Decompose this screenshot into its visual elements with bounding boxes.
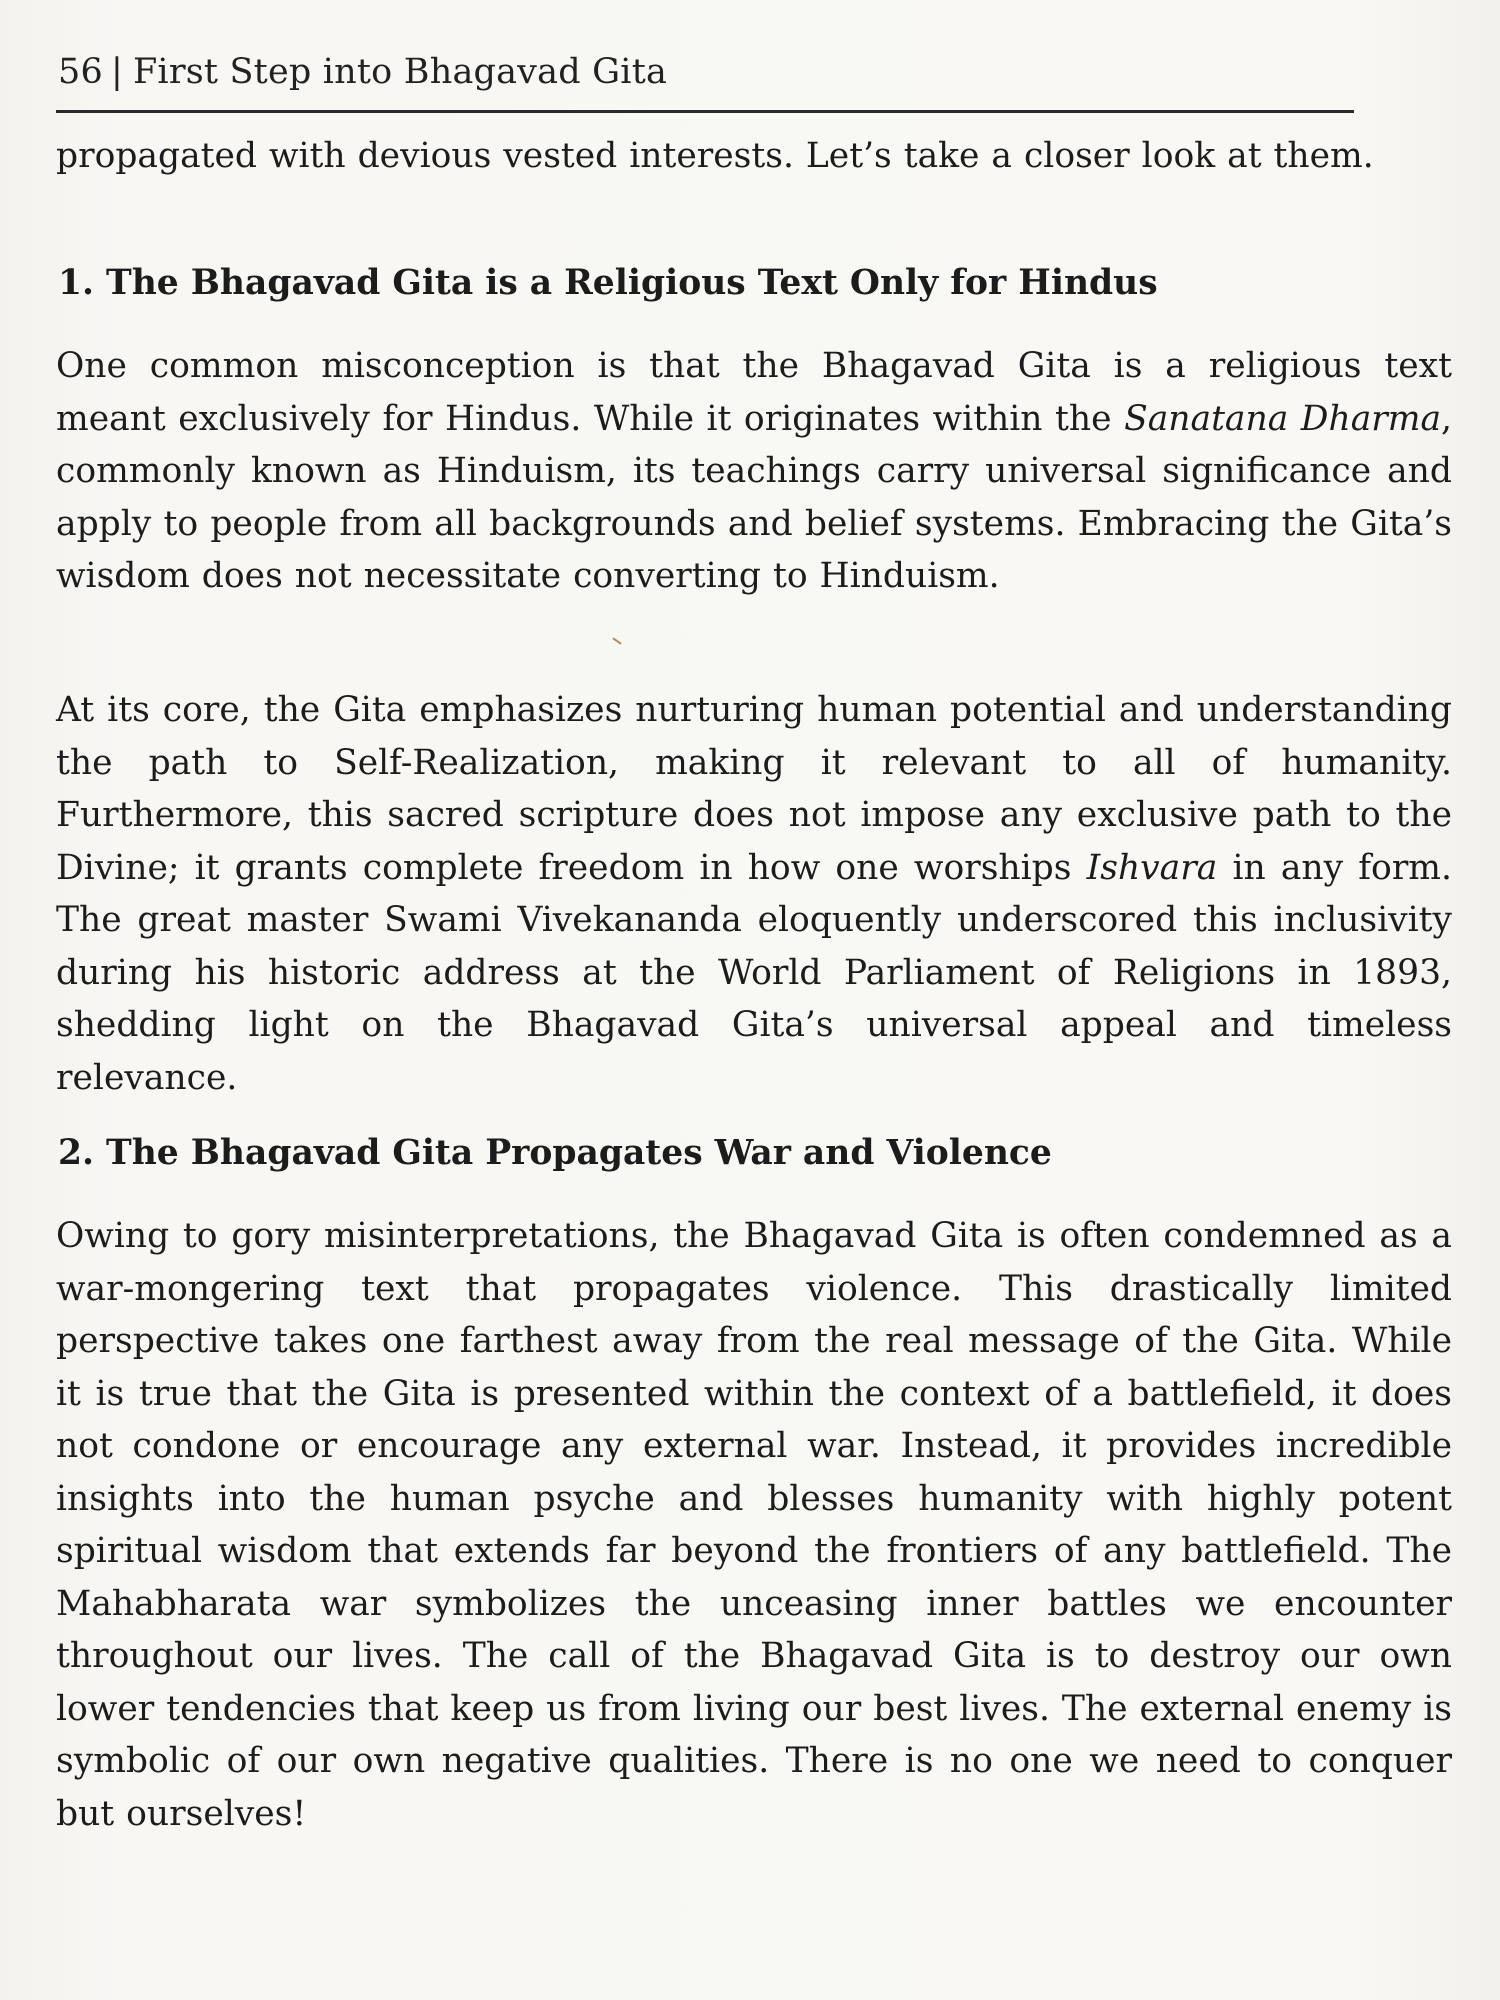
running-header: [58, 52, 667, 92]
paragraph-text: , commonly known as Hinduism, its teachings carry universal significance and apply to people from all backgrounds and belief systems. Embracing the Gita’s wisdom does not necessitate converting to Hinduism.: [56, 398, 1453, 596]
header-separator: |: [110, 52, 123, 92]
paragraph-text: At its core, the Gita emphasizes nurturing human potential and understanding the path to Self-Realization, making it relevant to all of humanity. Furthermore, this sacred scripture does not impose any exclusive path to the Divine; it grants complete freedom in how one worships: [56, 690, 1452, 888]
section-1-heading: 1. The Bhagavad Gita is a Religious Text Only for Hindus: [58, 263, 1158, 303]
paragraph-text: One common misconception is that the Bhagavad Gita is a religious text meant exclusively for Hindus. While it originates within the: [56, 346, 1452, 439]
header-rule: [56, 110, 1354, 113]
section-1-paragraph-1: [56, 340, 1452, 603]
intro-paragraph: propagated with devious vested interests. Let’s take a closer look at them.: [56, 136, 1374, 176]
section-1-paragraph-2: [56, 684, 1452, 1104]
page-number: 56: [58, 52, 103, 92]
italic-term-sanatana-dharma: Sanatana Dharma: [1124, 398, 1442, 439]
scan-speck: [612, 637, 621, 644]
paragraph-text: in any form. The great master Swami Vivekananda eloquently underscored this inclusivity during his historic address at the World Parliament of Religions in 1893, shedding light on the Bhagavad Gita’s universal appeal and timeless relevance.: [56, 847, 1452, 1098]
section-2-paragraph-1: Owing to gory misinterpretations, the Bhagavad Gita is often condemned as a war-mongering text that propagates violence. This drastically limited perspective takes one farthest away from the real message of the Gita. While it is true that the Gita is presented within the context of a battlefield, it does not condone or encourage any external war. Instead, it provides incredible insights into the human psyche and blesses humanity with highly potent spiritual wisdom that extends far beyond the frontiers of any battlefield. The Mahabharata war symbolizes the unceasing inner battles we encounter throughout our lives. The call of the Bhagavad Gita is to destroy our own lower tendencies that keep us from living our best lives. The external enemy is symbolic of our own negative qualities. There is no one we need to conquer but ourselves!: [56, 1216, 1452, 1834]
section-2-heading: 2. The Bhagavad Gita Propagates War and Violence: [58, 1133, 1052, 1173]
italic-term-ishvara: Ishvara: [1086, 847, 1218, 888]
book-title: First Step into Bhagavad Gita: [132, 52, 668, 92]
